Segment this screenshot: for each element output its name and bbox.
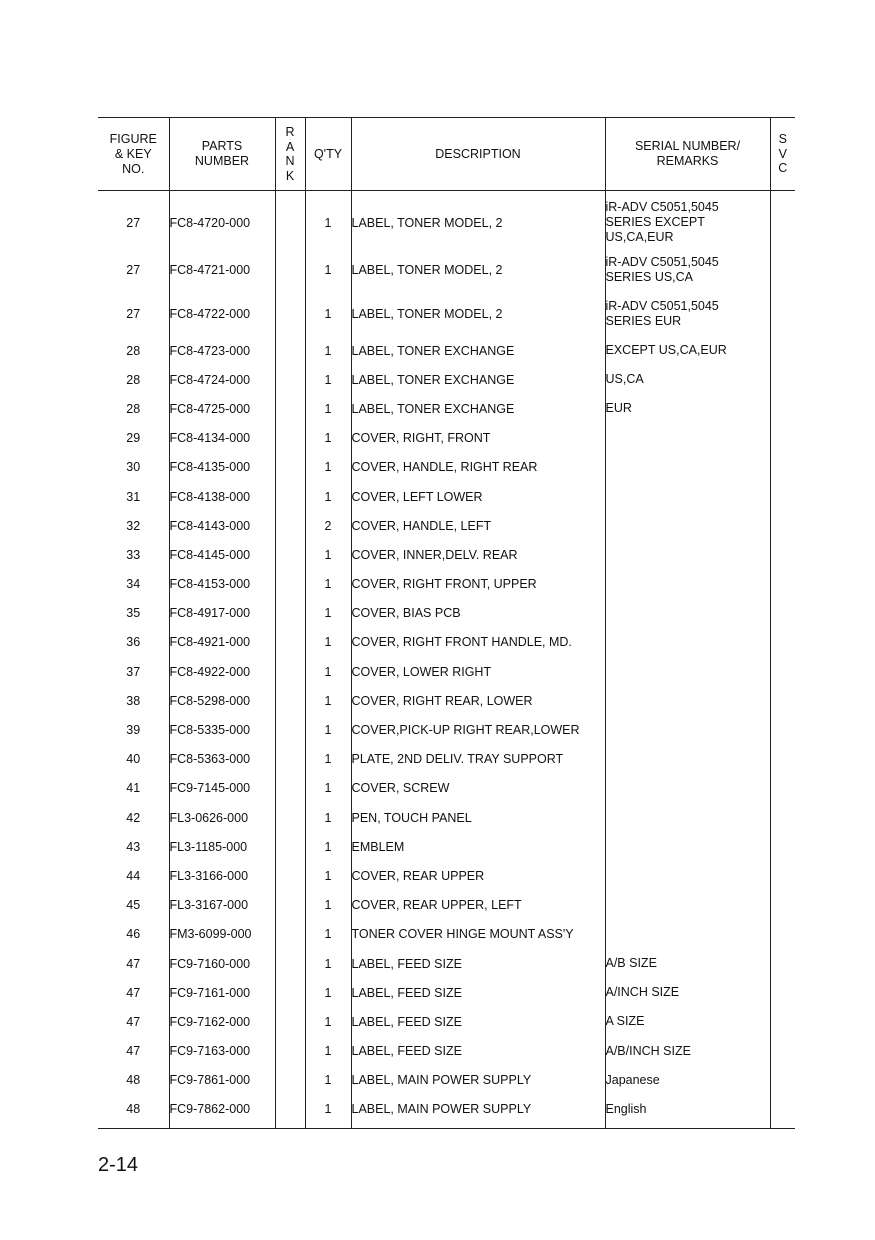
svc-cell — [770, 453, 795, 482]
header-rank: R A N K — [275, 118, 305, 191]
figure-key-cell: 36 — [98, 628, 169, 657]
rank-cell — [275, 292, 305, 336]
page-number: 2-14 — [98, 1154, 139, 1176]
serial-remarks-cell: English — [605, 1095, 770, 1129]
rank-cell — [275, 861, 305, 890]
quantity-cell: 1 — [305, 978, 351, 1007]
part-number-cell: FC8-4723-000 — [169, 336, 275, 365]
rank-cell — [275, 891, 305, 920]
table-row — [98, 394, 795, 423]
rank-cell — [275, 540, 305, 569]
rank-cell — [275, 832, 305, 861]
serial-remarks-cell — [605, 745, 770, 774]
figure-key-cell: 46 — [98, 920, 169, 949]
description-cell: LABEL, TONER MODEL, 2 — [351, 292, 605, 336]
rank-cell — [275, 1066, 305, 1095]
table-row — [98, 832, 795, 861]
figure-key-cell: 41 — [98, 774, 169, 803]
part-number-cell: FC8-5298-000 — [169, 686, 275, 715]
part-number-cell: FC9-7861-000 — [169, 1066, 275, 1095]
serial-remarks-cell — [605, 628, 770, 657]
figure-key-cell: 45 — [98, 891, 169, 920]
rank-cell — [275, 1037, 305, 1066]
svc-cell — [770, 1095, 795, 1129]
part-number-cell: FC8-4721-000 — [169, 248, 275, 292]
serial-remarks-cell: A/B SIZE — [605, 949, 770, 978]
serial-remarks-cell — [605, 424, 770, 453]
figure-key-cell: 35 — [98, 599, 169, 628]
header-serial-remarks: SERIAL NUMBER/ REMARKS — [605, 118, 770, 191]
table-row — [98, 657, 795, 686]
figure-key-cell: 27 — [98, 191, 169, 249]
table-row — [98, 978, 795, 1007]
serial-remarks-cell — [605, 891, 770, 920]
rank-cell — [275, 978, 305, 1007]
quantity-cell: 1 — [305, 394, 351, 423]
description-cell: COVER, RIGHT FRONT, UPPER — [351, 570, 605, 599]
figure-key-cell: 42 — [98, 803, 169, 832]
figure-key-cell: 40 — [98, 745, 169, 774]
svc-cell — [770, 861, 795, 890]
figure-key-cell: 48 — [98, 1095, 169, 1129]
table-row — [98, 1037, 795, 1066]
figure-key-cell: 27 — [98, 248, 169, 292]
rank-cell — [275, 191, 305, 249]
part-number-cell: FC8-4922-000 — [169, 657, 275, 686]
figure-key-cell: 28 — [98, 336, 169, 365]
figure-key-cell: 28 — [98, 394, 169, 423]
svc-cell — [770, 365, 795, 394]
table-row — [98, 570, 795, 599]
svc-cell — [770, 715, 795, 744]
svc-cell — [770, 248, 795, 292]
rank-cell — [275, 394, 305, 423]
figure-key-cell: 47 — [98, 1037, 169, 1066]
table-header — [98, 118, 795, 191]
svc-cell — [770, 599, 795, 628]
quantity-cell: 1 — [305, 1007, 351, 1036]
part-number-cell: FC8-4143-000 — [169, 511, 275, 540]
serial-remarks-cell — [605, 540, 770, 569]
rank-cell — [275, 628, 305, 657]
part-number-cell: FC9-7162-000 — [169, 1007, 275, 1036]
serial-remarks-cell — [605, 482, 770, 511]
description-cell: LABEL, TONER EXCHANGE — [351, 365, 605, 394]
part-number-cell: FC8-4917-000 — [169, 599, 275, 628]
svc-cell — [770, 920, 795, 949]
parts-list-sheet — [98, 117, 795, 1129]
part-number-cell: FC8-4135-000 — [169, 453, 275, 482]
svc-cell — [770, 803, 795, 832]
part-number-cell: FL3-3167-000 — [169, 891, 275, 920]
rank-cell — [275, 657, 305, 686]
table-row — [98, 949, 795, 978]
table-row — [98, 248, 795, 292]
table-row — [98, 336, 795, 365]
part-number-cell: FC8-4722-000 — [169, 292, 275, 336]
part-number-cell: FC9-7862-000 — [169, 1095, 275, 1129]
header-qty: Q'TY — [305, 118, 351, 191]
serial-remarks-cell — [605, 715, 770, 744]
figure-key-cell: 44 — [98, 861, 169, 890]
quantity-cell: 1 — [305, 657, 351, 686]
quantity-cell: 1 — [305, 628, 351, 657]
serial-remarks-cell: Japanese — [605, 1066, 770, 1095]
table-row — [98, 453, 795, 482]
serial-remarks-cell — [605, 599, 770, 628]
serial-remarks-cell — [605, 774, 770, 803]
table-row — [98, 424, 795, 453]
part-number-cell: FC8-4134-000 — [169, 424, 275, 453]
description-cell: LABEL, FEED SIZE — [351, 1037, 605, 1066]
description-cell: COVER, LOWER RIGHT — [351, 657, 605, 686]
quantity-cell: 1 — [305, 365, 351, 394]
serial-remarks-cell — [605, 803, 770, 832]
svc-cell — [770, 191, 795, 249]
quantity-cell: 1 — [305, 248, 351, 292]
part-number-cell: FL3-3166-000 — [169, 861, 275, 890]
table-row — [98, 365, 795, 394]
quantity-cell: 1 — [305, 920, 351, 949]
table-body — [98, 191, 795, 1129]
description-cell: TONER COVER HINGE MOUNT ASS'Y — [351, 920, 605, 949]
svc-cell — [770, 424, 795, 453]
table-row — [98, 511, 795, 540]
quantity-cell: 1 — [305, 570, 351, 599]
figure-key-cell: 39 — [98, 715, 169, 744]
quantity-cell: 1 — [305, 1037, 351, 1066]
quantity-cell: 1 — [305, 191, 351, 249]
table-row — [98, 1066, 795, 1095]
table-row — [98, 191, 795, 249]
figure-key-cell: 48 — [98, 1066, 169, 1095]
description-cell: COVER, SCREW — [351, 774, 605, 803]
table-row — [98, 920, 795, 949]
description-cell: LABEL, TONER MODEL, 2 — [351, 248, 605, 292]
svc-cell — [770, 628, 795, 657]
quantity-cell: 1 — [305, 453, 351, 482]
serial-remarks-cell: iR-ADV C5051,5045 SERIES US,CA — [605, 248, 770, 292]
quantity-cell: 1 — [305, 1066, 351, 1095]
part-number-cell: FC9-7160-000 — [169, 949, 275, 978]
svc-cell — [770, 540, 795, 569]
rank-cell — [275, 920, 305, 949]
table-row — [98, 1095, 795, 1129]
quantity-cell: 1 — [305, 424, 351, 453]
header-parts-number: PARTS NUMBER — [169, 118, 275, 191]
figure-key-cell: 28 — [98, 365, 169, 394]
quantity-cell: 1 — [305, 1095, 351, 1129]
table-row — [98, 599, 795, 628]
svc-cell — [770, 686, 795, 715]
serial-remarks-cell — [605, 453, 770, 482]
svc-cell — [770, 657, 795, 686]
description-cell: COVER, HANDLE, RIGHT REAR — [351, 453, 605, 482]
svc-cell — [770, 949, 795, 978]
quantity-cell: 1 — [305, 861, 351, 890]
header-svc: S V C — [770, 118, 795, 191]
parts-table — [98, 117, 795, 1129]
figure-key-cell: 38 — [98, 686, 169, 715]
svc-cell — [770, 1066, 795, 1095]
description-cell: LABEL, FEED SIZE — [351, 1007, 605, 1036]
quantity-cell: 1 — [305, 599, 351, 628]
svc-cell — [770, 394, 795, 423]
table-row — [98, 891, 795, 920]
table-row — [98, 540, 795, 569]
serial-remarks-cell: iR-ADV C5051,5045 SERIES EUR — [605, 292, 770, 336]
description-cell: LABEL, FEED SIZE — [351, 949, 605, 978]
description-cell: COVER, LEFT LOWER — [351, 482, 605, 511]
description-cell: COVER, RIGHT, FRONT — [351, 424, 605, 453]
part-number-cell: FC9-7145-000 — [169, 774, 275, 803]
header-description: DESCRIPTION — [351, 118, 605, 191]
svc-cell — [770, 511, 795, 540]
figure-key-cell: 27 — [98, 292, 169, 336]
svc-cell — [770, 482, 795, 511]
description-cell: PLATE, 2ND DELIV. TRAY SUPPORT — [351, 745, 605, 774]
serial-remarks-cell: A/B/INCH SIZE — [605, 1037, 770, 1066]
rank-cell — [275, 774, 305, 803]
table-row — [98, 715, 795, 744]
part-number-cell: FC8-4153-000 — [169, 570, 275, 599]
svc-cell — [770, 774, 795, 803]
quantity-cell: 1 — [305, 482, 351, 511]
part-number-cell: FC8-4725-000 — [169, 394, 275, 423]
part-number-cell: FC8-5335-000 — [169, 715, 275, 744]
description-cell: COVER, RIGHT REAR, LOWER — [351, 686, 605, 715]
description-cell: COVER, INNER,DELV. REAR — [351, 540, 605, 569]
table-row — [98, 1007, 795, 1036]
rank-cell — [275, 599, 305, 628]
svc-cell — [770, 1007, 795, 1036]
serial-remarks-cell — [605, 832, 770, 861]
serial-remarks-cell — [605, 657, 770, 686]
rank-cell — [275, 1095, 305, 1129]
serial-remarks-cell: iR-ADV C5051,5045 SERIES EXCEPT US,CA,EUR — [605, 191, 770, 249]
serial-remarks-cell: A/INCH SIZE — [605, 978, 770, 1007]
quantity-cell: 1 — [305, 745, 351, 774]
table-row — [98, 803, 795, 832]
rank-cell — [275, 511, 305, 540]
serial-remarks-cell: EXCEPT US,CA,EUR — [605, 336, 770, 365]
svc-cell — [770, 336, 795, 365]
figure-key-cell: 43 — [98, 832, 169, 861]
part-number-cell: FC8-4720-000 — [169, 191, 275, 249]
figure-key-cell: 33 — [98, 540, 169, 569]
table-row — [98, 482, 795, 511]
rank-cell — [275, 453, 305, 482]
part-number-cell: FM3-6099-000 — [169, 920, 275, 949]
quantity-cell: 2 — [305, 511, 351, 540]
description-cell: PEN, TOUCH PANEL — [351, 803, 605, 832]
rank-cell — [275, 482, 305, 511]
table-row — [98, 686, 795, 715]
part-number-cell: FL3-0626-000 — [169, 803, 275, 832]
rank-cell — [275, 336, 305, 365]
svc-cell — [770, 891, 795, 920]
description-cell: COVER, REAR UPPER, LEFT — [351, 891, 605, 920]
table-row — [98, 745, 795, 774]
description-cell: LABEL, FEED SIZE — [351, 978, 605, 1007]
quantity-cell: 1 — [305, 292, 351, 336]
description-cell: LABEL, MAIN POWER SUPPLY — [351, 1095, 605, 1129]
serial-remarks-cell — [605, 861, 770, 890]
figure-key-cell: 34 — [98, 570, 169, 599]
quantity-cell: 1 — [305, 832, 351, 861]
figure-key-cell: 47 — [98, 978, 169, 1007]
description-cell: COVER, REAR UPPER — [351, 861, 605, 890]
svc-cell — [770, 1037, 795, 1066]
part-number-cell: FL3-1185-000 — [169, 832, 275, 861]
quantity-cell: 1 — [305, 803, 351, 832]
quantity-cell: 1 — [305, 686, 351, 715]
table-row — [98, 292, 795, 336]
rank-cell — [275, 570, 305, 599]
serial-remarks-cell — [605, 511, 770, 540]
rank-cell — [275, 745, 305, 774]
rank-cell — [275, 248, 305, 292]
part-number-cell: FC9-7161-000 — [169, 978, 275, 1007]
quantity-cell: 1 — [305, 540, 351, 569]
figure-key-cell: 47 — [98, 1007, 169, 1036]
svc-cell — [770, 745, 795, 774]
header-figure-key-no: FIGURE & KEY NO. — [98, 118, 169, 191]
description-cell: COVER, HANDLE, LEFT — [351, 511, 605, 540]
table-row — [98, 774, 795, 803]
description-cell: COVER, BIAS PCB — [351, 599, 605, 628]
quantity-cell: 1 — [305, 891, 351, 920]
description-cell: LABEL, TONER MODEL, 2 — [351, 191, 605, 249]
rank-cell — [275, 686, 305, 715]
serial-remarks-cell — [605, 686, 770, 715]
figure-key-cell: 47 — [98, 949, 169, 978]
rank-cell — [275, 424, 305, 453]
part-number-cell: FC8-5363-000 — [169, 745, 275, 774]
serial-remarks-cell: US,CA — [605, 365, 770, 394]
quantity-cell: 1 — [305, 949, 351, 978]
description-cell: LABEL, MAIN POWER SUPPLY — [351, 1066, 605, 1095]
serial-remarks-cell — [605, 570, 770, 599]
table-row — [98, 628, 795, 657]
table-row — [98, 861, 795, 890]
description-cell: EMBLEM — [351, 832, 605, 861]
rank-cell — [275, 365, 305, 394]
svc-cell — [770, 570, 795, 599]
serial-remarks-cell — [605, 920, 770, 949]
figure-key-cell: 29 — [98, 424, 169, 453]
rank-cell — [275, 949, 305, 978]
part-number-cell: FC8-4138-000 — [169, 482, 275, 511]
rank-cell — [275, 803, 305, 832]
rank-cell — [275, 715, 305, 744]
quantity-cell: 1 — [305, 336, 351, 365]
figure-key-cell: 32 — [98, 511, 169, 540]
figure-key-cell: 31 — [98, 482, 169, 511]
part-number-cell: FC8-4145-000 — [169, 540, 275, 569]
description-cell: LABEL, TONER EXCHANGE — [351, 336, 605, 365]
figure-key-cell: 37 — [98, 657, 169, 686]
description-cell: LABEL, TONER EXCHANGE — [351, 394, 605, 423]
quantity-cell: 1 — [305, 715, 351, 744]
quantity-cell: 1 — [305, 774, 351, 803]
description-cell: COVER, RIGHT FRONT HANDLE, MD. — [351, 628, 605, 657]
serial-remarks-cell: EUR — [605, 394, 770, 423]
part-number-cell: FC8-4724-000 — [169, 365, 275, 394]
serial-remarks-cell: A SIZE — [605, 1007, 770, 1036]
part-number-cell: FC9-7163-000 — [169, 1037, 275, 1066]
part-number-cell: FC8-4921-000 — [169, 628, 275, 657]
svc-cell — [770, 832, 795, 861]
svc-cell — [770, 292, 795, 336]
rank-cell — [275, 1007, 305, 1036]
svc-cell — [770, 978, 795, 1007]
description-cell: COVER,PICK-UP RIGHT REAR,LOWER — [351, 715, 605, 744]
figure-key-cell: 30 — [98, 453, 169, 482]
